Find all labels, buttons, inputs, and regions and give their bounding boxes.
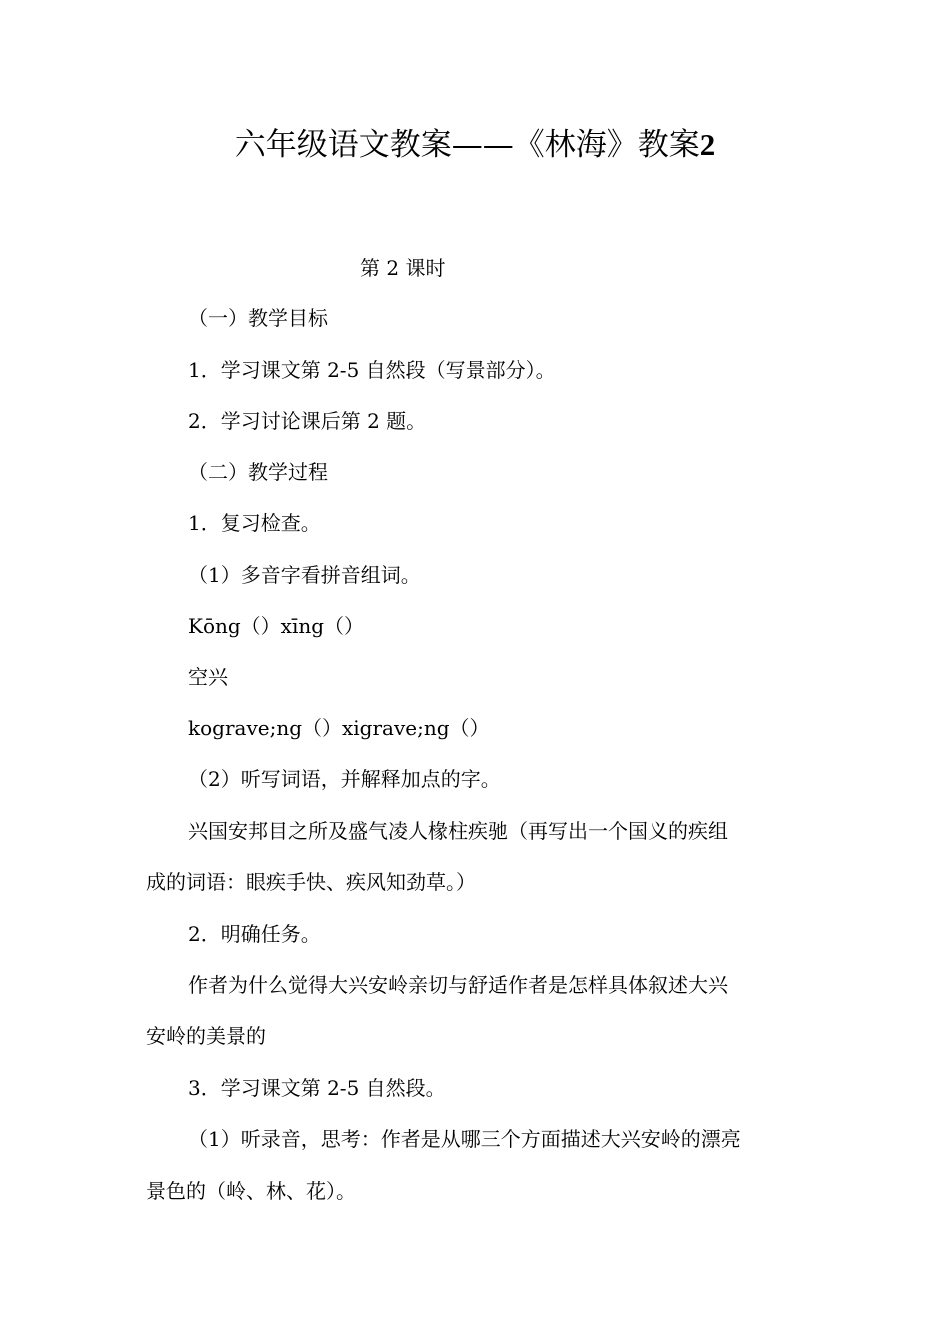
paragraph: 空兴 [188,665,228,689]
paragraph-continued: 景色的（岭、林、花）。 [146,1179,356,1203]
paragraph: kograve;ng（）xigrave;ng（） [188,716,490,740]
document-title [0,122,950,168]
paragraph: （1）听录音，思考：作者是从哪三个方面描述大兴安岭的漂亮 [188,1127,741,1151]
section-heading-process: （二）教学过程 [188,460,328,484]
paragraph: （1）多音字看拼音组词。 [188,563,421,587]
paragraph: （2）听写词语，并解释加点的字。 [188,767,501,791]
section-heading-goals: （一）教学目标 [188,306,328,330]
paragraph-continued: 安岭的美景的 [146,1024,266,1048]
document-title-text: 六年级语文教案——《林海》教案 [234,127,700,163]
document-title-number: 2 [699,127,716,162]
paragraph: 1．学习课文第 2-5 自然段（写景部分）。 [188,358,556,382]
paragraph: 兴国安邦目之所及盛气凌人椽柱疾驰（再写出一个国义的疾组 [188,819,728,843]
paragraph: 2．明确任务。 [188,922,321,946]
lesson-heading: 第 2 课时 [360,256,446,280]
paragraph: Kōng（）xīng（） [188,614,365,638]
paragraph: 作者为什么觉得大兴安岭亲切与舒适作者是怎样具体叙述大兴 [188,973,728,997]
paragraph: 3．学习课文第 2-5 自然段。 [188,1076,446,1100]
paragraph-continued: 成的词语：眼疾手快、疾风知劲草。） [146,870,476,894]
paragraph: 2．学习讨论课后第 2 题。 [188,409,427,433]
paragraph: 1．复习检查。 [188,511,321,535]
